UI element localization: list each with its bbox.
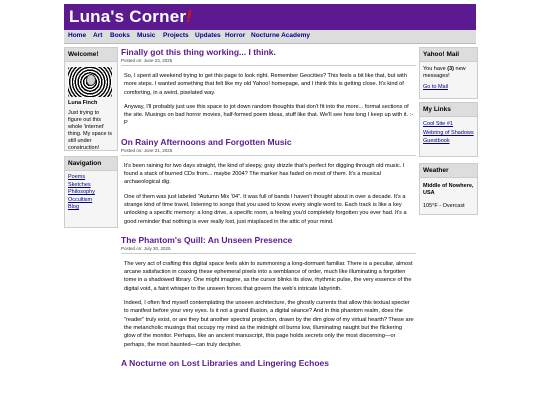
- site-title-text: Luna's Corner: [69, 7, 187, 26]
- nav-home[interactable]: Home: [68, 32, 87, 39]
- blog-post: [121, 44, 416, 128]
- post-paragraph: Anyway, I'll probably just use this space to jot down random thoughts that don't fit into the more... formal sections of the site. Musings on bad horror movies, half-formed poem ideas, stuff like that. We'll see how long I keep up with it. :-P: [124, 103, 414, 127]
- welcome-box: [64, 47, 118, 151]
- post-paragraph: The very act of crafting this digital space feels akin to summoning a long-dormant familiar. There is a peculiar, almost arcane satisfaction in coaxing these ephemeral pixels into a semblance of order, much like illuminating a forgotten tome in a shadowed library. One might imagine, as the cursor blinks its slow, rhythmic pulse, the very essence of the digital void, a faint whisper to the unseen forces that govern the web's intricate labyrinth.: [124, 260, 413, 292]
- site-title[interactable]: [69, 7, 192, 27]
- link-guestbook[interactable]: Guestbook: [423, 138, 450, 144]
- navigation-box: [64, 156, 118, 228]
- nav-art[interactable]: Art: [93, 32, 103, 39]
- nav-link-philosophy[interactable]: Philosophy: [68, 189, 95, 195]
- profile-bio: Just trying to figure out this whole 'internet' thing. My space is still under construction!: [68, 110, 113, 151]
- navigation-title: Navigation: [65, 157, 117, 171]
- post-date: Posted on: July 30, 2025: [121, 246, 416, 254]
- mail-title: Yahoo! Mail: [420, 48, 477, 62]
- blog-post: [121, 134, 416, 226]
- nav-updates[interactable]: Updates: [195, 32, 221, 39]
- mail-message: [423, 66, 474, 80]
- top-navbar: [64, 30, 476, 44]
- post-title[interactable]: A Nocturne on Lost Libraries and Lingering Echoes: [121, 357, 329, 368]
- mail-text-after: new messages!: [423, 66, 466, 79]
- profile-name: Luna Finch: [68, 100, 98, 106]
- weather-report: 105°F - Overcast: [423, 203, 465, 209]
- weather-location: Middle of Nowhere, USA: [423, 183, 474, 196]
- nav-link-occultism[interactable]: Occultism: [68, 196, 93, 203]
- nav-link-poems[interactable]: Poems: [68, 174, 86, 180]
- post-paragraph: Indeed, I often find myself contemplating the unseen architecture, the ghostly currents that allow this textual specter to manifest before your very eyes. Is it not a grand illusion, a digital séance? And in this phantom realm, does the "reader" truly exist, or are they but another spectral projection, drawn by the dim glow of my virtual hearth? These are the melancholic musings that occupy my mind as the midnight oil burns low, illuminating naught but the flickering glow of the monitor. Perhaps, like an ancient manuscript, this page holds secrets only the most discerning—or perhaps, the most haunted—can truly decipher.: [124, 300, 414, 348]
- blog-post: [121, 355, 416, 368]
- nav-link-blog[interactable]: Blog: [68, 204, 80, 210]
- post-date: Posted on: June 23, 2025: [121, 58, 416, 66]
- nav-horror[interactable]: Horror: [225, 32, 246, 39]
- post-paragraph: So, I spent all weekend trying to get this page to look right. Remember Geocities? This feels a bit like that, but with more steps. I wanted something that felt like my old Yahoo! homepage, and I think this is getting close. It's kind of comforting, in a weird, pixelated way.: [124, 73, 407, 96]
- post-title[interactable]: On Rainy Afternoons and Forgotten Music: [121, 136, 292, 147]
- site-header: [64, 4, 476, 30]
- mail-text-before: You have: [423, 66, 448, 72]
- nav-books[interactable]: Books: [110, 32, 130, 39]
- post-paragraph: It's been raining for two days straight, the kind of sleepy, gray drizzle that's perfect for digging through old music. I found a stack of burned CDs from... maybe 2004? The marker has faded on most of them. It's a musical archaeological dig.: [124, 162, 405, 186]
- post-paragraph: One of them was just labeled "Autumn Mix '04". It was full of bands I haven't thought about in over a decade. It's a strange kind of time travel, listening to songs that you used to know every single word to. Each track is like a key unlocking a specific memory: a long drive, a specific room, a feeling you'd completely forgotten you ever had. It's a good reminder that nothing is ever really lost, just misplaced in the attic of your mind.: [124, 193, 407, 225]
- nav-projects[interactable]: Projects: [163, 32, 189, 39]
- main-content: [121, 44, 416, 405]
- avatar-face: [86, 74, 96, 86]
- link-cool-site[interactable]: Cool Site #1: [423, 121, 453, 127]
- nav-nocturne-academy[interactable]: Nocturne Academy: [251, 32, 310, 39]
- nav-music[interactable]: Music: [137, 32, 156, 39]
- weather-title: Weather: [420, 164, 477, 178]
- links-title: My Links: [420, 103, 477, 117]
- post-title[interactable]: The Phantom's Quill: An Unseen Presence: [121, 234, 293, 245]
- site-title-accent: !: [186, 7, 193, 26]
- avatar: [68, 67, 112, 97]
- mail-box: [419, 47, 478, 99]
- blog-post: [121, 232, 416, 349]
- links-box: [419, 102, 478, 157]
- link-webring-of-shadows[interactable]: Webring of Shadows: [423, 130, 474, 136]
- go-to-mail-link[interactable]: Go to Mail: [423, 84, 449, 90]
- mail-count: (3): [447, 66, 454, 72]
- welcome-title: Welcome!: [65, 48, 117, 62]
- post-date: Posted on: June 21, 2025: [121, 148, 416, 156]
- weather-box: [419, 163, 478, 215]
- post-title[interactable]: Finally got this thing working... I think.: [121, 47, 276, 57]
- nav-link-sketches[interactable]: Sketches: [68, 181, 91, 188]
